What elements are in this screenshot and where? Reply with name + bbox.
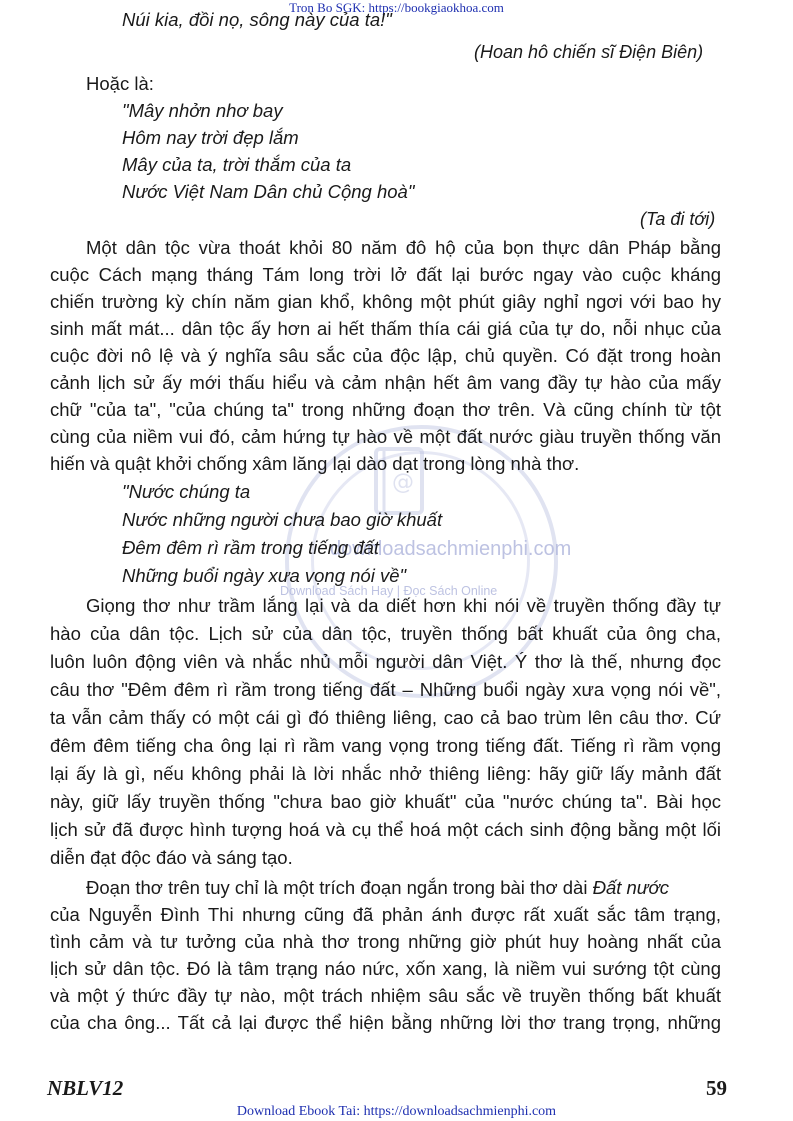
watermark-site: downloadsachmienphi.com [330,538,572,560]
page-number: 59 [706,1076,727,1100]
paragraph-line: luôn luôn động viên và nhắc nhủ mỗi người dân Việt. Ý thơ là thế, nhưng đọc [50,651,721,672]
paragraph-line: của Nguyễn Đình Thi nhưng cũng đã phản ánh được rất xuất sắc tâm trạng, [50,904,721,925]
paragraph-line: Một dân tộc vừa thoát khỏi 80 năm đô hộ của bọn thực dân Pháp bằng [86,237,721,258]
paragraph-line: chiến trường kỳ chín năm gian khổ, không một phút giây nghỉ ngơi với bao hy [50,291,721,312]
paragraph-line: lịch sử dân tộc. Đó là tâm trạng náo nức, xốn xang, là niềm vui sướng tột cùng [50,958,721,979]
watermark-tagline: Download Sách Hay | Đọc Sách Online [280,584,498,598]
paragraph-line: cùng của niềm vui đó, cảm hứng tự hào về một đất nước giàu truyền thống văn [50,426,721,447]
paragraph-line: đêm đêm tiếng cha ông lại rì rầm vang vọng trong tiếng đất. Tiếng rì rầm vọng [50,735,721,756]
svg-text:@: @ [392,470,414,495]
paragraph-line: cảnh lịch sử ấy mới thấu hiểu và cảm nhận hết âm vang đầy tự hào của mấy [50,372,721,393]
paragraph-line: hiến và quật khởi chống xâm lăng lại dào dạt trong lòng nhà thơ. [50,453,580,474]
paragraph-line: lịch sử đã được hình tượng hoá và cụ thể hoá một cách sinh động bằng một lối [50,819,721,840]
paragraph-line: lại ấy là gì, nếu không phải là lời nhắc nhở thiêng liêng: hãy giữ lấy mảnh đất [50,763,721,784]
poem-line: "Nước chúng ta [122,481,251,502]
poem-line: "Mây nhởn nhơ bay [122,100,283,121]
poem-source: (Ta đi tới) [640,209,716,229]
paragraph-line: này, giữ lấy truyền thống "chưa bao giờ khuất" của "nước chúng ta". Bài học [50,791,721,812]
paragraph-line: cuộc đời nô lệ và ý nghĩa sâu sắc của độc lập, chủ quyền. Có đặt trong hoàn [50,345,721,366]
paragraph-line: Giọng thơ như trầm lắng lại và da diết hơn khi nói về truyền thống đầy tự [86,595,721,616]
header-link[interactable]: Tron Bo SGK: https://bookgiaokhoa.com [289,0,504,15]
paragraph-line: của cha ông... Tất cả lại được thể hiện bằng những lời thơ trang trọng, những [50,1012,721,1033]
paragraph-line: hào của dân tộc. Lịch sử của dân tộc, truyền thống bất khuất của ông cha, [50,623,721,644]
footer-link[interactable]: Download Ebook Tai: https://downloadsachmienphi.com [236,1104,557,1119]
poem-line: Nước những người chưa bao giờ khuất [122,509,443,530]
paragraph-line: ta vẫn cảm thấy có một cái gì đó thiêng liêng, cao cả bao trùm lên câu thơ. Cứ [50,707,721,728]
paragraph-line: cuộc Cách mạng tháng Tám long trời lở đất lại bước ngay vào cuộc kháng [50,264,721,285]
poem-line: Mây của ta, trời thắm của ta [122,154,352,175]
paragraph-line: câu thơ "Đêm đêm rì rầm trong tiếng đất – Những buổi ngày xưa vọng nói về", [50,679,721,700]
intro-text: Hoặc là: [86,73,154,94]
paragraph-line: tình cảm và tư tưởng của nhà thơ trong những giờ phút huy hoàng nhất của [50,931,721,952]
footer-code: NBLV12 [47,1076,124,1100]
poem-title: Đất nước [592,877,669,898]
poem-line: Những buổi ngày xưa vọng nói về" [122,565,407,586]
poem-line: Đêm đêm rì rầm trong tiếng đất [122,537,380,558]
poem-line: Núi kia, đồi nọ, sông này của ta!" [122,9,392,30]
paragraph-line: chữ "của ta", "của chúng ta" trong những đoạn thơ trên. Và cũng chính từ tột [50,399,721,420]
paragraph-line: diễn đạt độc đáo và sáng tạo. [50,847,293,868]
poem-line: Hôm nay trời đẹp lắm [122,127,299,148]
paragraph-text: Đoạn thơ trên tuy chỉ là một trích đoạn ngắn trong bài thơ dài [86,877,593,898]
poem-source: (Hoan hô chiến sĩ Điện Biên) [474,42,704,62]
poem-line: Nước Việt Nam Dân chủ Cộng hoà" [122,181,415,202]
paragraph-line: sinh mất mát... dân tộc ấy hơn ai hết thấm thía cái giá của tự do, nỗi nhục của [50,318,721,339]
paragraph-line: và một ý thức đầy tự nào, một trách nhiệm sâu sắc về truyền thống bất khuất [50,985,721,1006]
paragraph-line [86,876,669,900]
